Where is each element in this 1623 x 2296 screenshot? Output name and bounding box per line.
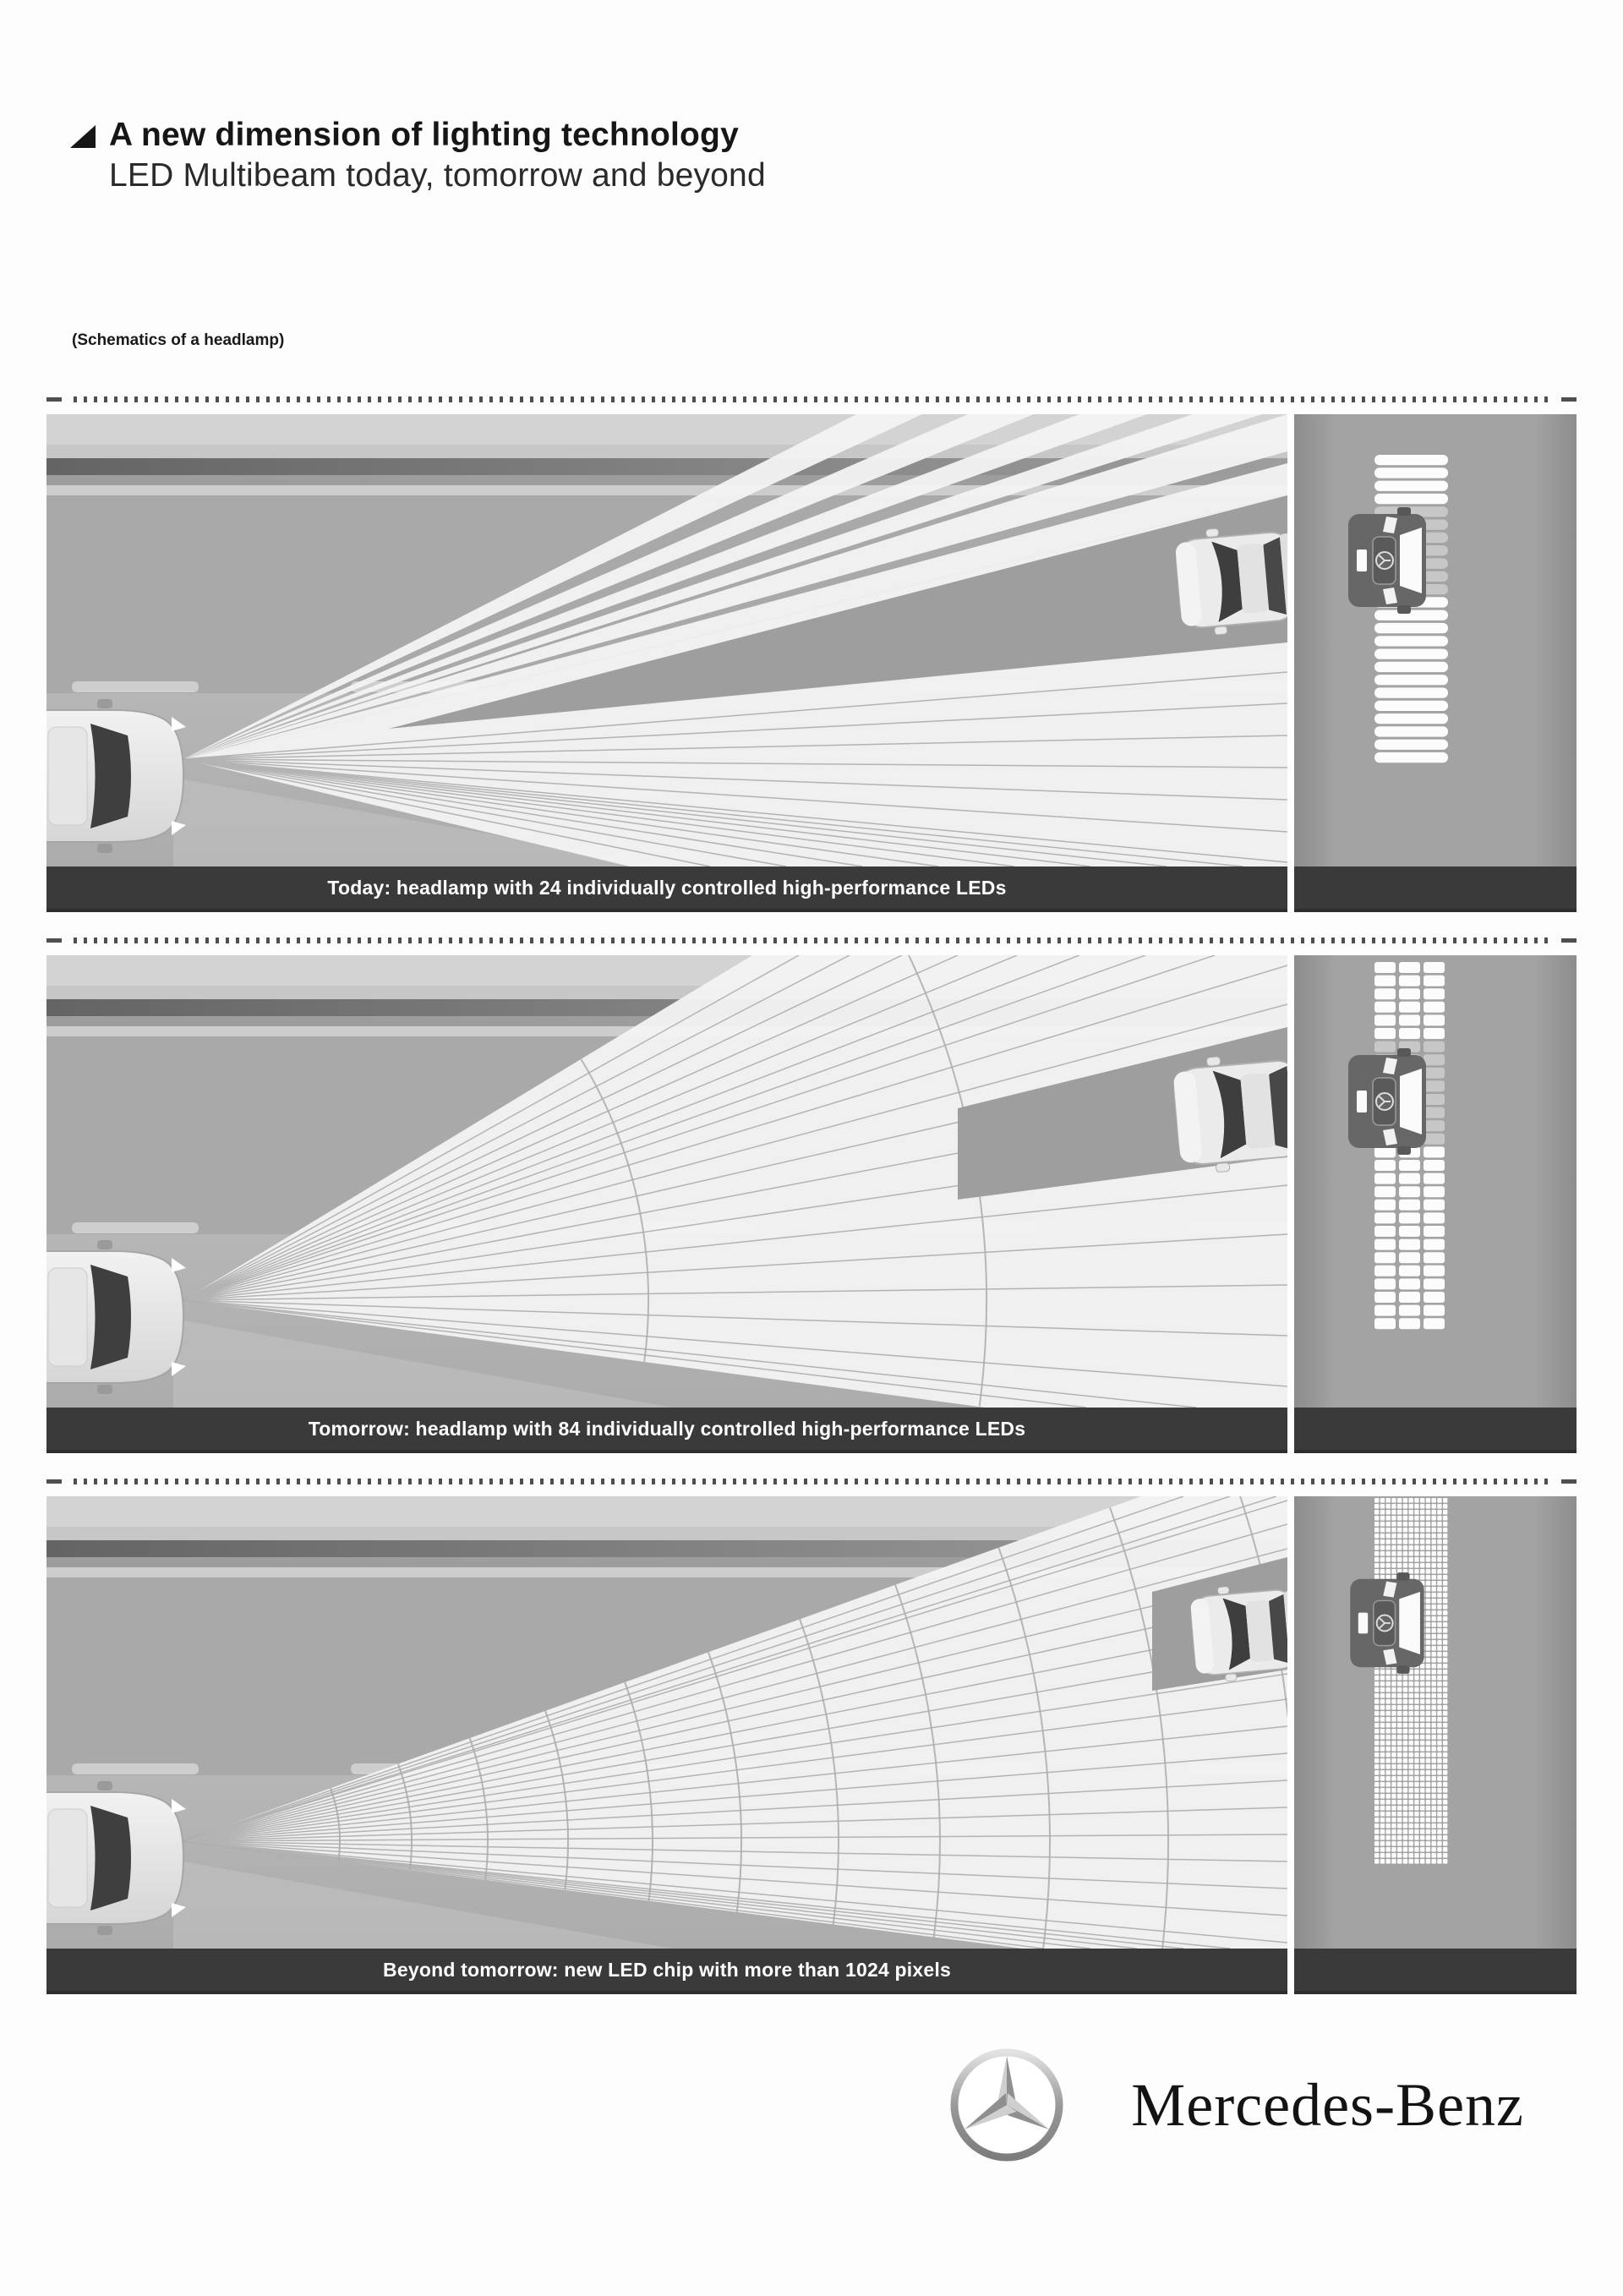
- headlamp-car-icon: [1348, 507, 1426, 614]
- road-scene-tomorrow: [46, 955, 1287, 1408]
- panel-today: [46, 396, 1577, 912]
- schematics-note: (Schematics of a headlamp): [72, 331, 285, 349]
- ego-car: [46, 1781, 186, 1935]
- header: [46, 0, 1577, 350]
- headlamp-schematic-today: [1294, 414, 1577, 866]
- caption-bar-extension: [1294, 1949, 1577, 1994]
- caption-bar: [46, 866, 1287, 912]
- dotted-separator: [46, 1479, 1577, 1484]
- road-scene-today: [46, 414, 1287, 866]
- page-title: A new dimension of lighting technology: [109, 117, 739, 153]
- panel-beyond-tomorrow: [46, 1479, 1577, 1994]
- caption-text: Beyond tomorrow: new LED chip with more than 1024 pixels: [383, 1958, 951, 1981]
- caption-bar-extension: [1294, 1408, 1577, 1453]
- caption-bar-extension: [1294, 866, 1577, 912]
- corner-triangle-icon: [70, 125, 96, 148]
- caption-bar: [46, 1949, 1287, 1994]
- ego-car: [46, 699, 186, 853]
- oncoming-car: [1189, 1581, 1287, 1684]
- caption-text: Today: headlamp with 24 individually controlled high-performance LEDs: [327, 876, 1007, 899]
- headlamp-schematic-beyond: [1294, 1496, 1577, 1949]
- dotted-separator: [46, 396, 1577, 402]
- brand-wordmark: Mercedes-Benz: [1131, 2070, 1524, 2139]
- caption-text: Tomorrow: headlamp with 84 individually controlled high-performance LEDs: [308, 1417, 1026, 1440]
- dotted-separator: [46, 938, 1577, 943]
- headlamp-car-icon: [1350, 1572, 1424, 1674]
- page-subtitle: LED Multibeam today, tomorrow and beyond: [109, 157, 766, 194]
- panel-tomorrow: [46, 938, 1577, 1453]
- headlamp-car-icon: [1348, 1048, 1426, 1155]
- oncoming-car: [1174, 522, 1287, 638]
- mercedes-star-icon: [945, 2043, 1068, 2167]
- road-scene-beyond: [46, 1496, 1287, 1949]
- headlamp-schematic-tomorrow: [1294, 955, 1577, 1408]
- ego-car: [46, 1240, 186, 1394]
- brand-footer: [46, 2043, 1577, 2167]
- caption-bar: [46, 1408, 1287, 1453]
